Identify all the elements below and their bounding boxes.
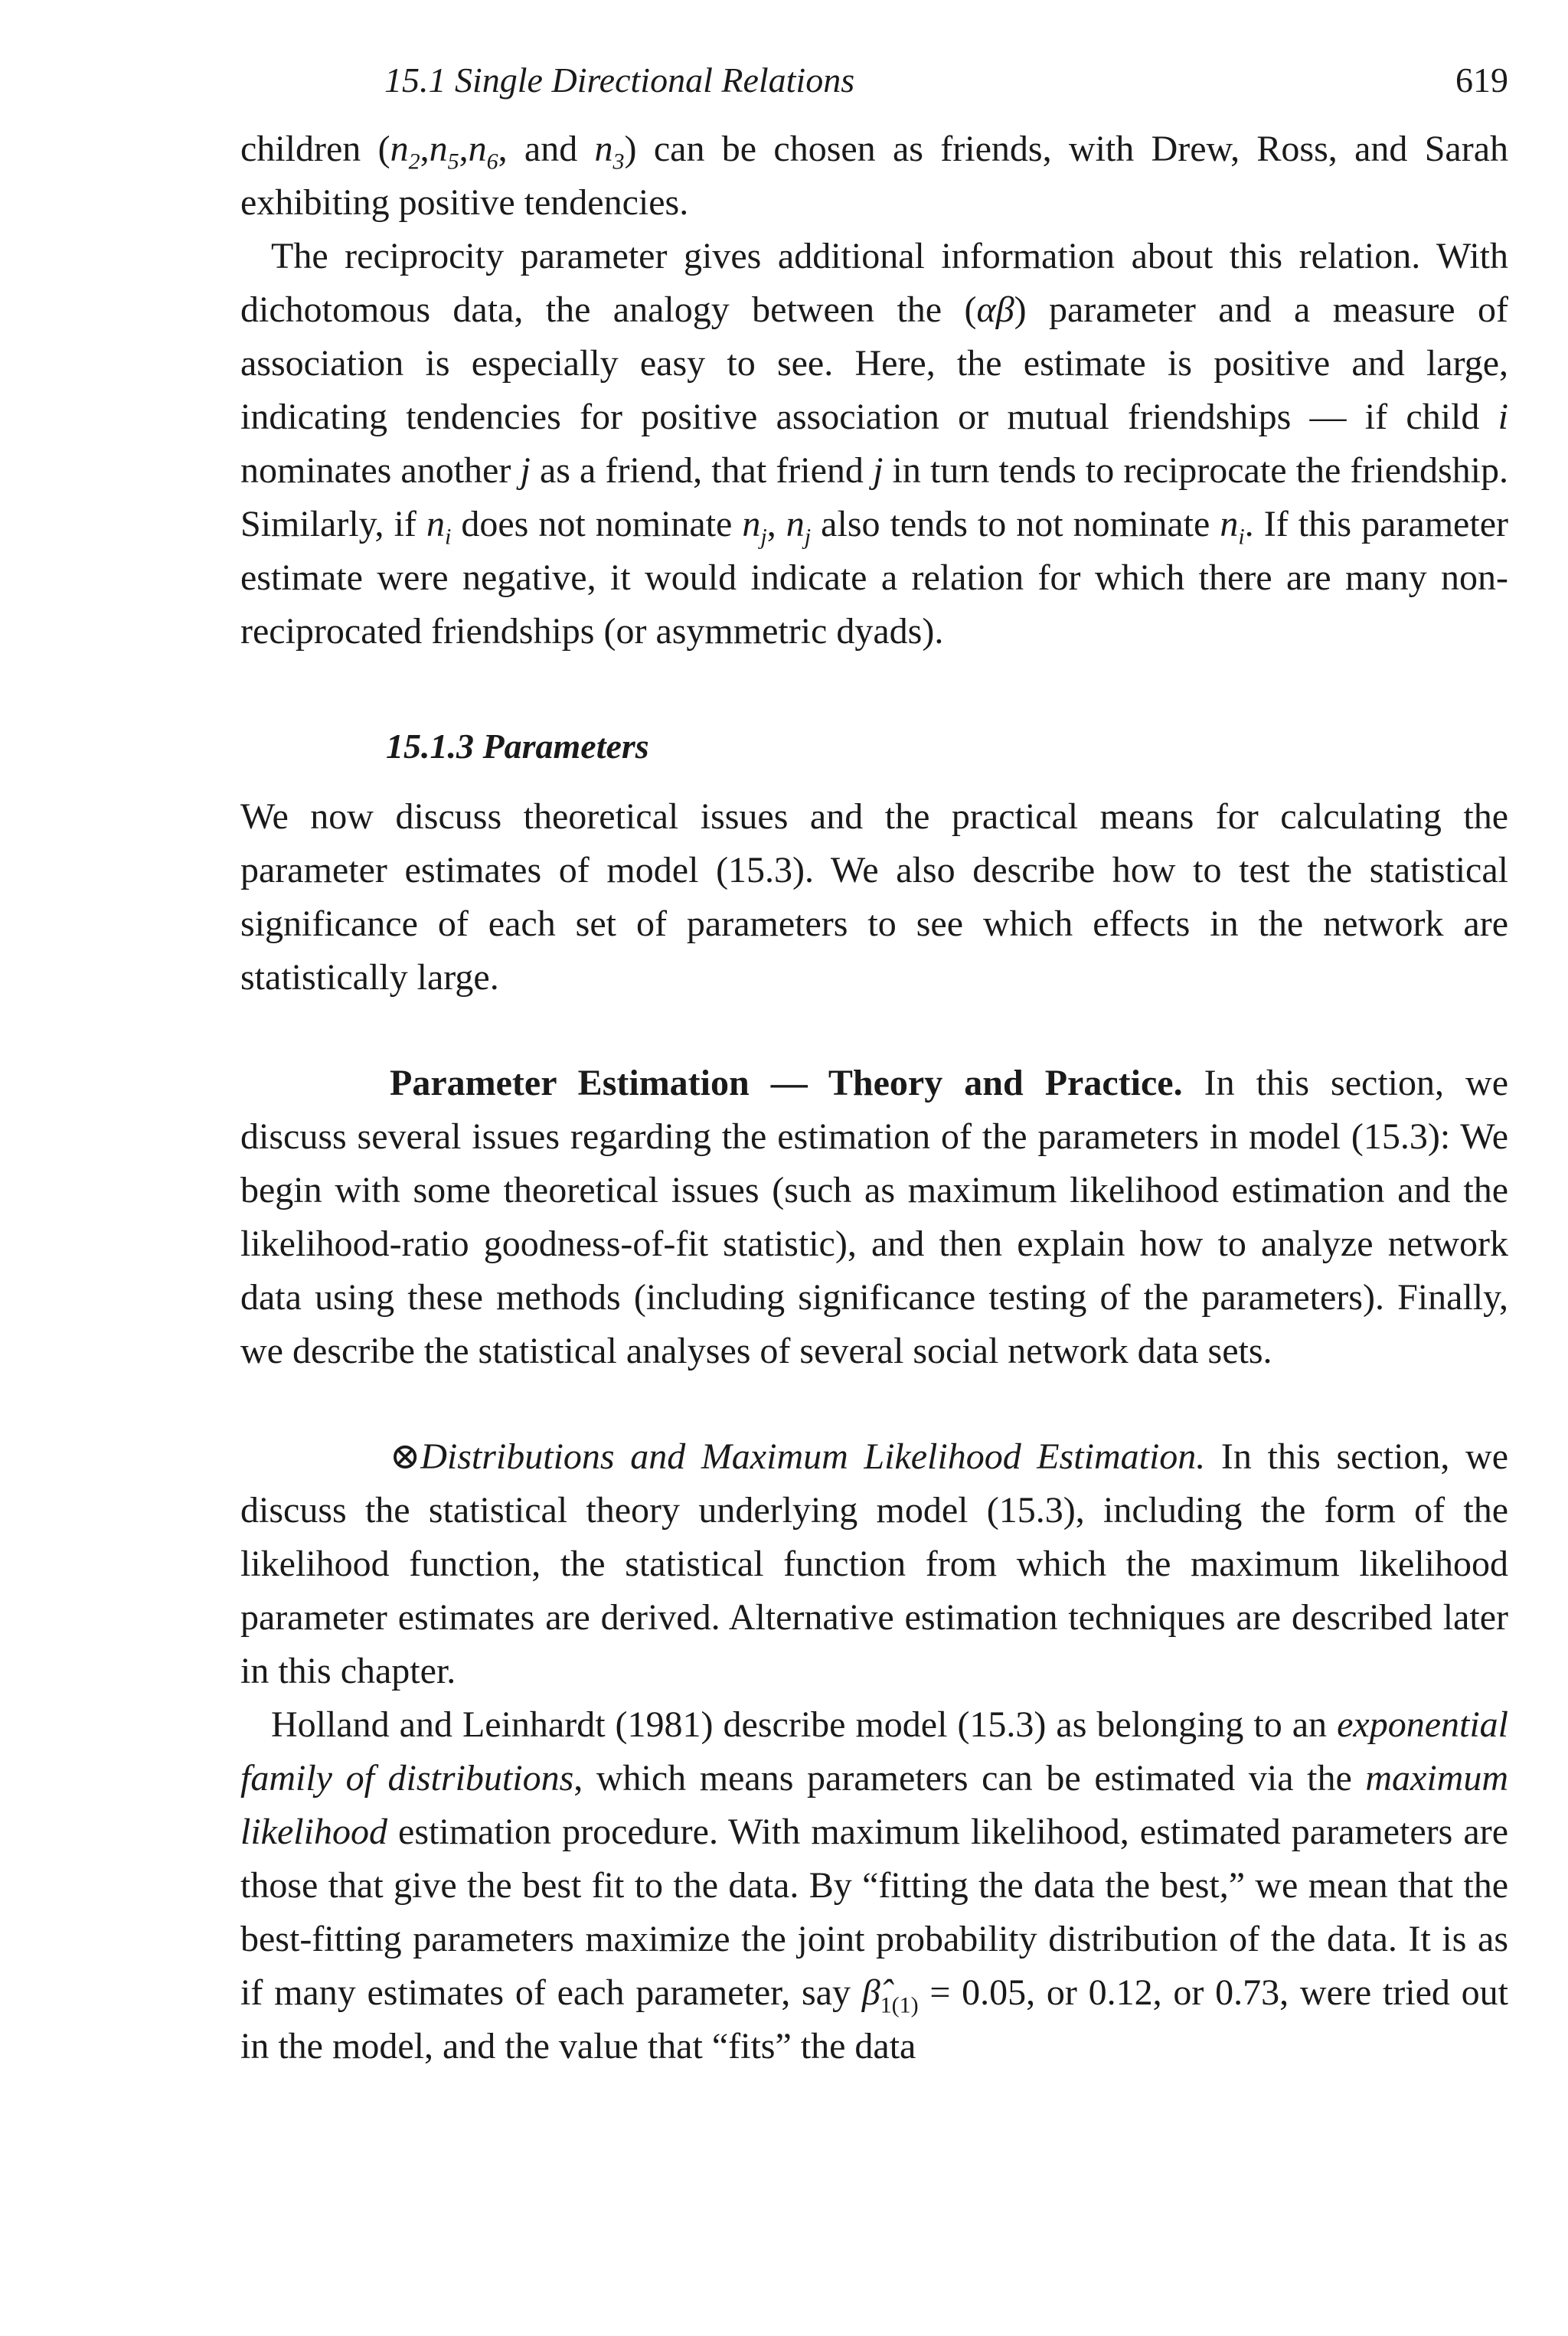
text-run: as a friend, that friend (530, 450, 874, 491)
paragraph-2 (240, 230, 1508, 658)
math-j: j (520, 450, 531, 491)
paragraph-3: We now discuss theoretical issues and the practical means for calculating the parameter estimates of model (15.3). We also describe how to test the statistical significance of each set of parameters to see which effects in the network are statistically large. (240, 796, 1508, 998)
math-n5: $n_5$ (429, 129, 459, 175)
paragraph-5 (240, 1430, 1508, 1698)
running-head (240, 46, 1508, 123)
text-run: Holland and Leinhardt (1981) describe model (15.3) as belonging to an (271, 1704, 1338, 1745)
text-run: In this section, we discuss several issues regarding the estimation of the parameters in model (15.3): We begin with some theoretical issues (such as maximum likelihood estimation and the likelihood-ratio goodness-of-fit statistic), and then explain how to analyze network data using these methods (including significance testing of the parameters). Finally, we describe the statistical analyses of several social network data sets. (240, 1063, 1509, 1371)
paragraph-heading-bold: Parameter Estimation — Theory and Practice. (390, 1063, 1183, 1103)
math-alpha-beta: αβ (976, 289, 1014, 330)
text-run: . If this parameter estimate were negative, it would indicate a relation for which there are many non-reciprocated friendships (or asymmetric dyads). (240, 504, 1508, 652)
math-beta-hat: $\betâ_{1(1)}$ (861, 1972, 919, 2018)
paragraph-1: children ($n_2,n_5,n_6$, and $n_3$) can be chosen as friends, with Drew, Ross, and Sarah exhibiting positive tendencies. (240, 129, 1509, 223)
math-nj: $n_j$ (742, 504, 767, 550)
page-number: 619 (1455, 60, 1508, 100)
text-run: nominates another (240, 450, 521, 491)
text-run: also tends to not nominate (811, 504, 1220, 544)
text-run: In this section, we discuss the statistical theory underlying model (15.3), including the form of the likelihood function, the statistical function from which the maximum likelihood parameter estimates are derived. Alternative estimation techniques are described later in this chapter. (240, 1436, 1509, 1691)
text-run: in turn tends to reciprocate the friendship. Similarly, if (240, 450, 1509, 544)
running-head-title: 15.1 Single Directional Relations (384, 60, 855, 100)
math-i: i (1498, 397, 1508, 437)
paragraph-6 (240, 1698, 1508, 2073)
text-run: , which means parameters can be estimated via the (573, 1758, 1366, 1799)
text-run: = 0.05, or 0.12, or 0.73, were tried out in the model, and the value that “fits” the data (240, 1972, 1508, 2066)
book-page (240, 46, 1508, 2073)
paragraph-4 (240, 1057, 1508, 1378)
paragraph-heading-italic: Distributions and Maximum Likelihood Estimation. (420, 1436, 1206, 1477)
circled-times-icon: ⊗ (390, 1436, 421, 1477)
text-run: ) can be chosen as friends, with Drew, Ross, and Sarah exhibiting positive tendencies. (240, 129, 1509, 223)
text-run: children ( (240, 129, 390, 169)
text-run: does not nominate (451, 504, 743, 544)
emphasis: maximum likelihood (240, 1758, 1509, 1852)
math-ni: $n_i$ (426, 504, 452, 550)
text-run: The reciprocity parameter gives additional information about this relation. With dichotomous data, the analogy between the ( (240, 236, 1508, 330)
math-n3: $n_3$ (594, 129, 625, 175)
section-heading: 15.1.3 Parameters (386, 727, 649, 766)
text-run: estimation procedure. With maximum likelihood, estimated parameters are those that give the best fit to the data. By “fitting the data the best,” we mean that the best-fitting parameters maximize the joint probability distribution of the data. It is as if many estimates of each parameter, say (240, 1812, 1508, 2013)
math-ni: $n_i$ (1220, 504, 1245, 550)
math-j: j (873, 450, 884, 491)
text-run: , (766, 504, 786, 544)
emphasis: exponential family of distributions (240, 1704, 1508, 1799)
math-n6: $n_6$ (468, 129, 498, 175)
text-run: ) parameter and a measure of association is especially easy to see. Here, the estimate is positive and large, indicating tendencies for positive association or mutual friendships — if child (240, 289, 1508, 437)
math-nj: $n_j$ (786, 504, 812, 550)
math-n2: $n_2$ (390, 129, 420, 175)
